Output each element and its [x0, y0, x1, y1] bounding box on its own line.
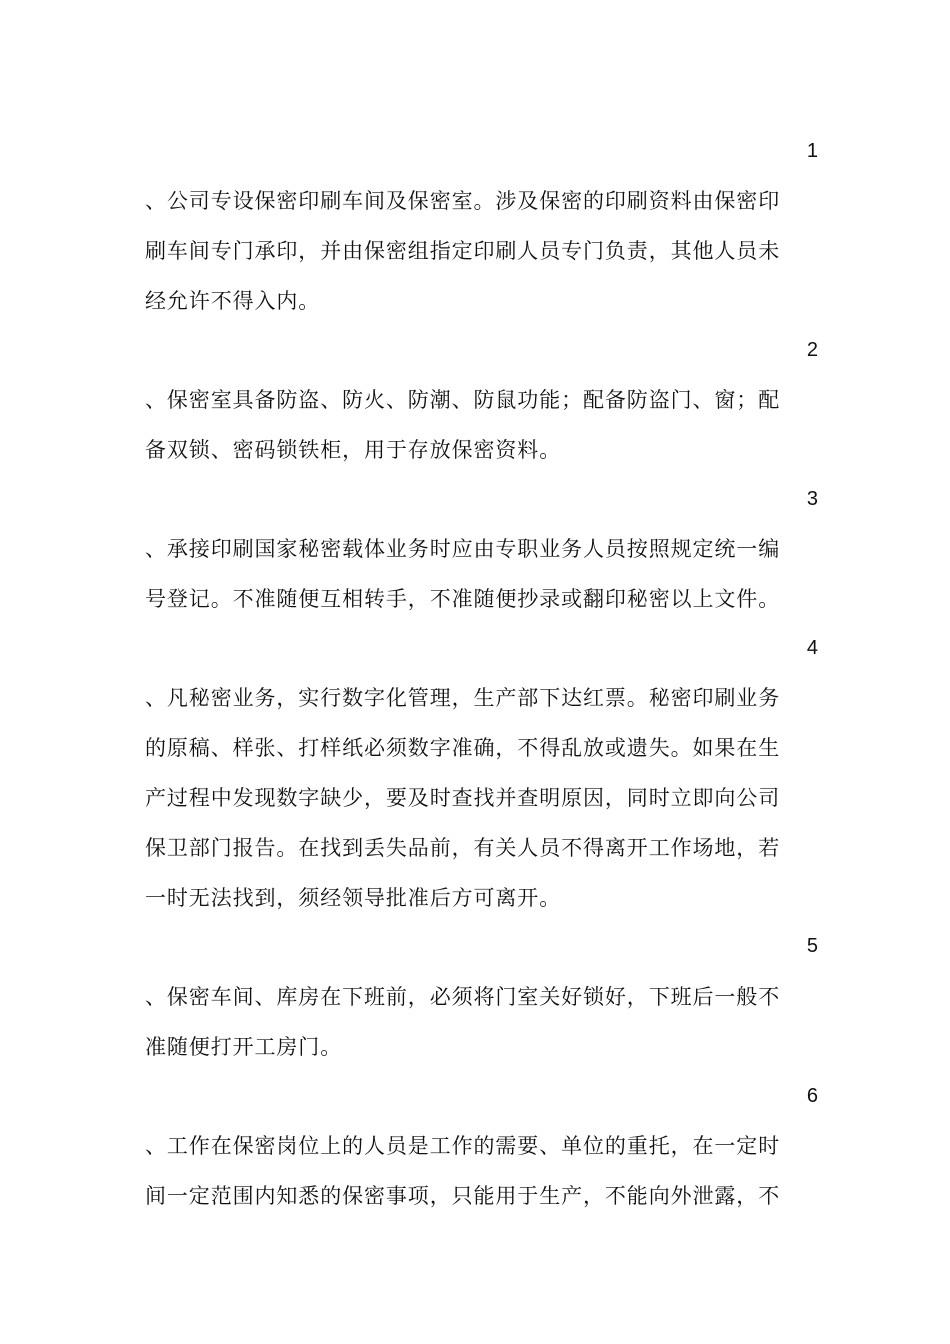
item-number: 2 — [806, 339, 818, 361]
item-number: 4 — [806, 637, 818, 659]
paragraph-line: 、凡秘密业务，实行数字化管理，生产部下达红票。秘密印刷业务 — [145, 686, 781, 710]
paragraph-line: 刷车间专门承印，并由保密组指定印刷人员专门负责，其他人员未 — [145, 239, 781, 263]
paragraph-line: 保卫部门报告。在找到丢失品前，有关人员不得离开工作场地，若 — [145, 836, 781, 860]
paragraph-line: 、保密车间、库房在下班前，必须将门室关好锁好，下班后一般不 — [145, 985, 781, 1009]
paragraph-line: 号登记。不准随便互相转手，不准随便抄录或翻印秘密以上文件。 — [145, 587, 781, 611]
item-number: 1 — [806, 140, 818, 162]
paragraph-line: 经允许不得入内。 — [145, 289, 321, 313]
paragraph-line: 的原稿、样张、打样纸必须数字准确，不得乱放或遗失。如果在生 — [145, 736, 781, 760]
paragraph-line: 一时无法找到，须经领导批准后方可离开。 — [145, 886, 562, 910]
paragraph-line: 准随便打开工房门。 — [145, 1035, 343, 1059]
item-number: 6 — [806, 1085, 818, 1107]
paragraph-line: 、保密室具备防盗、防火、防潮、防鼠功能；配备防盗门、窗；配 — [145, 388, 781, 412]
paragraph-line: 备双锁、密码锁铁柜，用于存放保密资料。 — [145, 438, 562, 462]
paragraph-line: 产过程中发现数字缺少，要及时查找并查明原因，同时立即向公司 — [145, 786, 781, 810]
paragraph-line: 间一定范围内知悉的保密事项，只能用于生产，不能向外泄露，不 — [145, 1184, 781, 1208]
paragraph-line: 、工作在保密岗位上的人员是工作的需要、单位的重托，在一定时 — [145, 1134, 781, 1158]
paragraph-line: 、公司专设保密印刷车间及保密室。涉及保密的印刷资料由保密印 — [145, 189, 781, 213]
paragraph-line: 、承接印刷国家秘密载体业务时应由专职业务人员按照规定统一编 — [145, 537, 781, 561]
item-number: 3 — [806, 488, 818, 510]
item-number: 5 — [806, 935, 818, 957]
